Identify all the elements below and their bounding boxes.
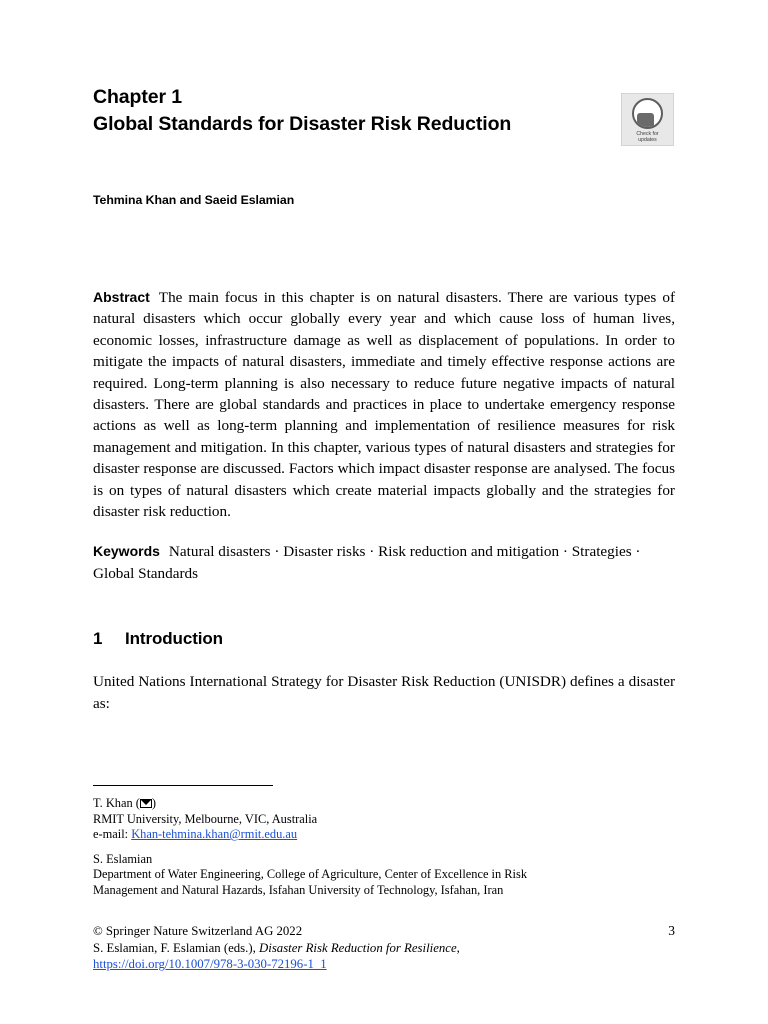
author-byline: Tehmina Khan and Saeid Eslamian (93, 193, 295, 207)
keywords-block (93, 541, 675, 584)
crossmark-label-line1: Check for (636, 131, 659, 137)
footnote-author-1-affiliation: RMIT University, Melbourne, VIC, Australia (93, 811, 318, 826)
footnote-author-2 (93, 852, 675, 899)
page-content (93, 84, 675, 714)
page-title: Global Standards for Disaster Risk Reduction (93, 113, 512, 135)
editors-text: S. Eslamian, F. Eslamian (eds.), (93, 940, 256, 955)
chapter-label: Chapter 1 (93, 86, 183, 108)
keywords-text: Natural disasters · Disaster risks · Risk reduction and mitigation · Strategies · Global Standards (93, 543, 641, 582)
crossmark-badge[interactable] (621, 93, 674, 146)
footnote-author-2-name: S. Eslamian (93, 851, 153, 866)
section-title: Introduction (125, 629, 223, 649)
footnote-author-2-affiliation-line-1: Department of Water Engineering, College of Agriculture, Center of Excellence in Risk (93, 867, 528, 882)
section-paragraph: United Nations International Strategy for Disaster Risk Reduction (UNISDR) defines a disaster as: (93, 673, 675, 712)
abstract-heading: Abstract (93, 289, 150, 305)
abstract-block (93, 287, 675, 522)
doi-link[interactable]: https://doi.org/10.1007/978-3-030-72196-1_1 (93, 957, 327, 972)
colophon-block (93, 923, 675, 973)
footnote-author-1 (93, 796, 675, 843)
book-title-suffix: , (456, 940, 460, 955)
footnote-email-label: e-mail: (93, 827, 129, 842)
footnote-author-1-name-prefix: T. Khan ( (93, 796, 140, 810)
crossmark-label-line2: updates (638, 137, 657, 144)
doi-line (93, 956, 675, 973)
footnote-divider (93, 785, 273, 786)
footnote-author-2-affiliation-line-2: Management and Natural Hazards, Isfahan University of Technology, Isfahan, Iran (93, 882, 504, 897)
footnote-author-1-name-suffix: ) (151, 796, 157, 810)
page-number: 3 (668, 923, 675, 938)
section-number: 1 (93, 629, 103, 649)
crossmark-badge-icon (632, 98, 663, 129)
keywords-heading: Keywords (93, 543, 160, 560)
section-heading (93, 629, 675, 649)
book-title: Disaster Risk Reduction for Resilience (259, 940, 457, 955)
editors-line (93, 940, 675, 957)
footnote-block (93, 785, 675, 899)
footnote-email-link[interactable]: Khan-tehmina.khan@rmit.edu.au (131, 827, 298, 842)
envelope-icon (140, 799, 152, 808)
copyright-line: © Springer Nature Switzerland AG 2022 (93, 924, 303, 938)
chapter-heading-block (93, 84, 675, 207)
abstract-text: The main focus in this chapter is on natural disasters. There are various types of natural disasters which occur globally every year and which cause loss of human lives, economic losses, infrastructure damage as well as displacement of populations. In order to mitigate the impacts of natural disasters, immediate and timely effective response actions are required. Long-term planning is also necessary to reduce future negative impacts of natural disasters. There are global standards and practices in place to undertake emergency response actions as well as long-term planning and implementation of resilience measures for risk management and mitigation. In this chapter, various types of natural disasters and strategies for disaster response are discussed. Factors which impact disaster response are analysed. The focus is on types of natural disasters which create material impacts globally and the strategies for disaster risk reduction. (93, 289, 675, 521)
